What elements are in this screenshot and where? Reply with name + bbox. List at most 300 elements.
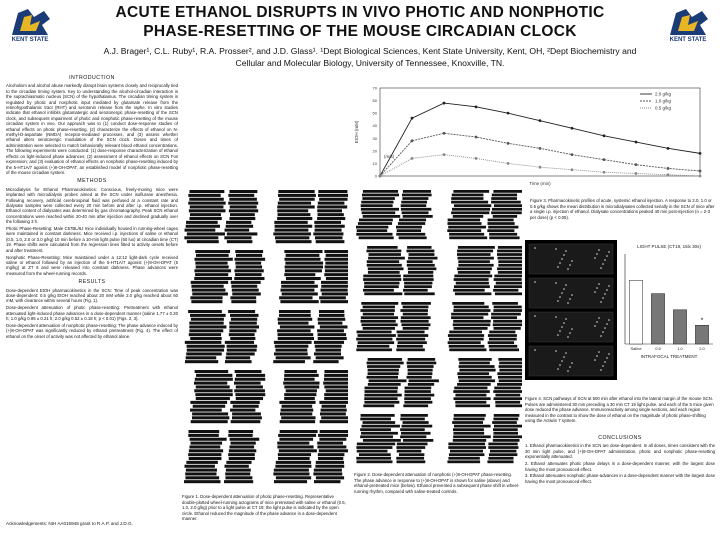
activity-bar <box>362 194 399 197</box>
activity-bar <box>398 334 429 337</box>
activity-bar <box>278 457 310 460</box>
activity-bar <box>279 438 313 441</box>
activity-bar <box>225 360 252 363</box>
activity-bar <box>403 215 433 218</box>
activity-bar <box>224 480 253 483</box>
activity-bar <box>357 443 395 446</box>
activity-bar <box>280 325 315 328</box>
activity-bar <box>403 439 433 442</box>
activity-bar <box>359 453 391 456</box>
activity-bar <box>184 465 214 468</box>
activity-bar <box>228 194 254 197</box>
svg-text:KENT STATE: KENT STATE <box>669 37 707 43</box>
activity-bar <box>275 236 309 239</box>
actogram-panel <box>184 430 259 483</box>
activity-bar <box>279 310 311 313</box>
activity-bar <box>358 341 395 344</box>
activity-bar <box>491 313 521 316</box>
activity-bar <box>499 379 522 382</box>
activity-bar <box>452 208 490 211</box>
activity-bar <box>498 260 522 263</box>
fos-cell <box>606 323 608 325</box>
activity-bar <box>356 446 392 449</box>
activity-bar <box>409 253 435 256</box>
authors <box>70 45 670 69</box>
activity-bar <box>284 258 320 261</box>
activity-bar <box>317 329 344 332</box>
activity-bar <box>319 314 344 317</box>
results-paragraph-3: Dose-dependent attenuation of nonphotic phase-resetting: The phase advance induced by (+)8-OH-DPAT was significantly reduced by ethanol pretreatment (Fig. 4). The effect of ethanol on the onset of activity was not affected by ethanol alone. <box>6 323 178 339</box>
activity-bar <box>190 213 221 216</box>
activity-bar <box>361 323 397 326</box>
activity-bar <box>282 292 318 295</box>
activity-bar <box>186 352 222 355</box>
activity-bar <box>407 260 433 263</box>
activity-bar <box>284 378 315 381</box>
activity-bar <box>404 397 431 400</box>
activity-bar <box>396 226 422 229</box>
activity-bar <box>313 232 343 235</box>
activity-bar <box>231 300 256 303</box>
y-tick-label: 30 <box>372 135 377 141</box>
fos-cell <box>559 364 561 366</box>
activity-bar <box>186 225 220 228</box>
activity-bar <box>195 258 233 261</box>
activity-bar <box>453 320 491 323</box>
activity-bar <box>497 383 522 386</box>
activity-bar <box>489 338 517 341</box>
activity-bar <box>489 331 515 334</box>
activity-bar <box>184 480 220 483</box>
activity-bar <box>275 345 309 348</box>
activity-bar <box>396 457 424 460</box>
activity-bar <box>363 215 401 218</box>
activity-bar <box>317 205 347 208</box>
figure-2-caption: Figure 2. Dose-dependent attenuation of nonphotic (+)8-OH-DPAT phase-resetting. The phase advance in response to (+)8-OH-DPAT is shown for saline (above) and ethanol-pretreated mice (below). Ethanol prevented a subsequent phase shift in wheel-running rhythm, compared with saline-treated controls. <box>354 472 520 494</box>
activity-bar <box>278 337 314 340</box>
activity-bar <box>498 376 522 379</box>
activity-bar <box>234 277 264 280</box>
activity-bar <box>489 453 517 456</box>
activity-bar <box>325 269 348 272</box>
activity-bar <box>368 257 405 260</box>
activity-bar <box>365 387 398 390</box>
activity-bar <box>194 382 227 385</box>
activity-bar <box>401 201 427 204</box>
activity-bar <box>369 379 407 382</box>
activity-bar <box>231 442 256 445</box>
activity-bar <box>408 267 437 270</box>
activity-bar <box>403 289 428 292</box>
activity-bar <box>192 289 226 292</box>
activity-bar <box>403 404 428 407</box>
activity-bar <box>280 412 312 415</box>
activity-bar <box>276 476 311 479</box>
activity-bar <box>491 211 522 214</box>
activity-bar <box>498 358 522 361</box>
activity-bar <box>403 275 433 278</box>
significance-star: * <box>700 317 704 325</box>
activity-bar <box>318 337 347 340</box>
activity-bar <box>323 382 348 385</box>
activity-bar <box>453 289 485 292</box>
activity-bar <box>367 365 400 368</box>
activity-bar <box>491 201 521 204</box>
activity-bar <box>281 285 318 288</box>
activity-bar <box>449 331 482 334</box>
activity-bar <box>188 434 219 437</box>
activity-bar <box>358 334 396 337</box>
legend-entry: 0.5 g/kg <box>655 105 672 111</box>
activity-bar <box>185 476 219 479</box>
activity-bar <box>401 414 428 417</box>
actogram-panel <box>279 370 348 423</box>
activity-bar <box>493 390 522 393</box>
activity-bar <box>363 404 394 407</box>
activity-bar <box>453 215 483 218</box>
activity-bar <box>279 296 312 299</box>
activity-bar <box>230 438 260 441</box>
activity-bar <box>487 460 513 463</box>
data-point <box>507 142 510 145</box>
activity-bar <box>361 208 399 211</box>
activity-bar <box>454 306 489 309</box>
activity-bar <box>400 309 428 312</box>
activity-bar <box>189 198 223 201</box>
micrograph-section <box>529 278 613 308</box>
activity-bar <box>404 282 432 285</box>
activity-bar <box>455 292 491 295</box>
activity-bar <box>186 469 217 472</box>
fos-cell <box>567 336 569 338</box>
fos-cell <box>563 288 565 290</box>
activity-bar <box>236 385 263 388</box>
activity-bar <box>356 348 392 351</box>
activity-bar <box>366 376 398 379</box>
activity-bar <box>357 460 393 463</box>
activity-bar <box>188 194 220 197</box>
activity-bar <box>363 306 395 309</box>
kent-state-logo-left <box>4 3 56 43</box>
activity-bar <box>315 225 345 228</box>
activity-bar <box>457 250 493 253</box>
series-line <box>380 133 700 176</box>
bar <box>629 280 642 344</box>
actogram-panel <box>356 190 433 239</box>
actogram-panel <box>185 310 259 363</box>
activity-bar <box>319 198 347 201</box>
activity-bar <box>229 325 259 328</box>
activity-bar <box>361 204 393 207</box>
activity-bar <box>453 190 489 193</box>
activity-bar <box>494 414 520 417</box>
intro-text: Alcoholism and alcohol abuse markedly disrupt brain systems closely and reciprocally tied to the circadian timing system. Key to understanding the alcohol-circadian interaction is the suprachiasmatic nucleus (SCN) of the hypothalamus. The circadian timing system is regulated by photic and nonphotic input mediated by glutamate release from the retinohypothalamic tract (RHT) and serotonin release from the raphe. In vitro studies indicate that ethanol inhibits glutamatergic and serotonergic phase-resetting of the SCN clock, and subsequent impairment of photic and nonphotic phase-resetting of the mouse circadian system in vivo. Our approach was to (1) conduct dose-response studies of ethanol effects on photic phase-resetting, (2) characterize the effects of ethanol on N-methyl-D-aspartate (NMDA) receptor-mediated processes, and (3) assess whether ethanol alters serotonergic modulation of the SCN clock. Doses and times of administration were selected to match behaviorally relevant blood ethanol concentrations. The following experiments were conducted: (1) dose-response characterization of ethanol effects on light-induced phase advances; (2) assessment of ethanol effects on SCN Fos expression; and (3) evaluation of ethanol effects on nonphotic phase-resetting induced by the 5-HT1A/7 agonist (+)8-OH-DPAT, an established model of nonphotic phase-resetting of the mouse circadian system. <box>6 83 178 175</box>
activity-bar <box>400 435 426 438</box>
activity-bar <box>459 369 495 372</box>
activity-bar <box>360 428 391 431</box>
activity-bar <box>281 416 315 419</box>
activity-bar <box>230 213 255 216</box>
fos-cell <box>608 251 610 253</box>
activity-bar <box>278 434 316 437</box>
activity-bar <box>361 414 395 417</box>
activity-bar <box>364 282 399 285</box>
fos-cell <box>555 350 557 352</box>
activity-bar <box>278 318 313 321</box>
activity-bar <box>493 439 520 442</box>
activity-bar <box>193 405 226 408</box>
activity-bar <box>494 306 522 309</box>
fos-cell <box>596 355 598 357</box>
activity-bar <box>184 236 218 239</box>
activity-bar <box>195 370 229 373</box>
activity-bar <box>314 352 341 355</box>
activity-bar <box>397 331 425 334</box>
actogram-panel <box>356 302 431 351</box>
actogram-panel <box>279 250 348 303</box>
activity-bar <box>495 394 520 397</box>
actogram-panel <box>363 246 437 295</box>
activity-bar <box>326 254 348 257</box>
fos-cell <box>598 249 600 251</box>
activity-bar <box>273 232 311 235</box>
activity-bar <box>404 292 434 295</box>
fos-cell <box>565 352 567 354</box>
fos-cell <box>600 369 602 371</box>
activity-bar <box>451 211 489 214</box>
activity-bar <box>408 271 433 274</box>
activity-bar <box>368 271 400 274</box>
activity-bar <box>399 236 427 239</box>
actogram-panel <box>447 414 522 463</box>
activity-bar <box>325 262 348 265</box>
text-column-left <box>6 72 178 341</box>
activity-bar <box>396 446 425 449</box>
activity-bar <box>493 289 518 292</box>
data-point <box>507 162 510 165</box>
fos-cell <box>557 300 559 302</box>
conclusions-heading: CONCLUSIONS <box>598 435 642 441</box>
activity-bar <box>455 404 490 407</box>
figure-1-caption: Figure 1. Dose-dependent attenuation of photic phase-resetting. Representative double-plotted wheel-running actograms of mice pretreated with saline or ethanol (0.5, 1.0, 2.0 g/kg) prior to a light pulse at CT 19; the light pulse is indicated by the open circle. Ethanol reduced the magnitude of the phase advance in a dose-dependent manner. <box>182 494 346 521</box>
series-line <box>380 103 700 176</box>
activity-bar <box>279 401 315 404</box>
activity-bar <box>363 313 394 316</box>
activity-bar <box>491 197 517 200</box>
activity-bar <box>498 264 522 267</box>
activity-bar <box>492 208 522 211</box>
actogram-panel <box>363 358 439 407</box>
activity-bar <box>282 405 313 408</box>
activity-bar <box>275 229 309 232</box>
activity-bar <box>189 209 226 212</box>
activity-bar <box>403 421 429 424</box>
activity-bar <box>229 329 256 332</box>
activity-bar <box>224 236 251 239</box>
activity-bar <box>452 421 483 424</box>
activity-bar <box>315 229 342 232</box>
activity-bar <box>494 285 522 288</box>
activity-bar <box>280 420 315 423</box>
activity-bar <box>190 296 222 299</box>
actogram-panel <box>184 190 258 243</box>
activity-bar <box>235 378 265 381</box>
activity-bar <box>449 453 484 456</box>
activity-bar <box>314 469 342 472</box>
activity-bar <box>493 435 522 438</box>
activity-bar <box>317 217 345 220</box>
activity-bar <box>319 401 348 404</box>
activity-bar <box>453 418 484 421</box>
activity-bar <box>324 397 348 400</box>
figure-4-chart <box>525 240 720 390</box>
activity-bar <box>190 409 222 412</box>
activity-bar <box>407 365 434 368</box>
activity-bar <box>454 414 486 417</box>
activity-bar <box>403 278 434 281</box>
data-point <box>507 112 510 115</box>
activity-bar <box>360 418 391 421</box>
activity-bar <box>275 225 313 228</box>
activity-bar <box>493 323 522 326</box>
activity-bar <box>448 457 479 460</box>
activity-bar <box>188 202 225 205</box>
activity-bar <box>357 345 389 348</box>
activity-bar <box>277 205 314 208</box>
activity-bar <box>188 310 222 313</box>
activity-bar <box>364 285 399 288</box>
conclusions-section <box>525 432 715 486</box>
fos-cell <box>565 318 567 320</box>
activity-bar <box>276 240 312 243</box>
data-point <box>699 175 702 178</box>
y-tick-label: 50 <box>372 110 377 116</box>
activity-bar <box>226 225 253 228</box>
y-tick-label: 40 <box>372 123 377 129</box>
activity-bar <box>403 190 431 193</box>
fos-cell <box>602 331 604 333</box>
activity-bar <box>225 476 252 479</box>
activity-bar <box>229 430 254 433</box>
activity-bar <box>235 393 265 396</box>
data-point <box>603 134 606 137</box>
activity-bar <box>318 453 345 456</box>
activity-bar <box>274 480 307 483</box>
y-axis-label: EtOH (mM) <box>354 120 359 144</box>
activity-bar <box>229 449 256 452</box>
activity-bar <box>284 370 316 373</box>
activity-bar <box>187 349 224 352</box>
activity-bar <box>489 233 517 236</box>
fos-cell <box>559 262 561 264</box>
activity-bar <box>499 362 522 365</box>
activity-bar <box>454 204 491 207</box>
activity-bar <box>274 352 308 355</box>
activity-bar <box>316 476 344 479</box>
activity-bar <box>195 378 233 381</box>
activity-bar <box>229 457 255 460</box>
data-point <box>539 147 542 150</box>
activity-bar <box>493 428 518 431</box>
activity-bar <box>453 432 484 435</box>
activity-bar <box>488 457 513 460</box>
activity-bar <box>284 385 319 388</box>
activity-bar <box>230 314 258 317</box>
activity-bar <box>319 449 348 452</box>
data-point <box>571 153 574 156</box>
activity-bar <box>195 250 230 253</box>
activity-bar <box>189 457 222 460</box>
category-label: Saline <box>630 346 642 351</box>
fos-cell <box>600 335 602 337</box>
activity-bar <box>229 190 257 193</box>
figure-1-actograms <box>180 190 348 490</box>
data-point <box>443 102 446 105</box>
y-tick-label: 70 <box>372 85 377 91</box>
fos-cell <box>557 334 559 336</box>
activity-bar <box>489 348 519 351</box>
activity-bar <box>447 460 480 463</box>
activity-bar <box>497 372 522 375</box>
activity-bar <box>189 449 223 452</box>
micrograph-section <box>529 312 613 342</box>
data-point <box>603 171 606 174</box>
activity-bar <box>396 233 425 236</box>
activity-bar <box>189 322 223 325</box>
activity-bar <box>453 428 484 431</box>
authors-line-2: Cellular and Molecular Biology, University of Tennessee, Knoxville, TN. <box>235 58 505 68</box>
activity-bar <box>232 416 262 419</box>
activity-bar <box>407 250 435 253</box>
activity-bar <box>399 453 424 456</box>
activity-bar <box>226 469 251 472</box>
activity-bar <box>191 442 223 445</box>
activity-bar <box>230 205 257 208</box>
activity-bar <box>397 450 422 453</box>
fos-cell <box>567 370 569 372</box>
activity-bar <box>319 296 346 299</box>
activity-bar <box>396 348 425 351</box>
data-point <box>635 172 638 175</box>
category-label: 1.0 <box>677 346 683 351</box>
activity-bar <box>363 439 401 442</box>
activity-bar <box>235 258 266 261</box>
fos-cell <box>563 254 565 256</box>
activity-bar <box>274 221 307 224</box>
activity-bar <box>458 260 490 263</box>
activity-bar <box>495 401 520 404</box>
conclusion-2: 2. Ethanol attenuates photic phase delays in a dose-dependent manner, with the largest dose having the most pronounced effect. <box>525 461 715 472</box>
activity-bar <box>195 273 228 276</box>
activity-bar <box>499 365 522 368</box>
activity-bar <box>225 341 254 344</box>
activity-bar <box>492 302 518 305</box>
activity-bar <box>275 349 307 352</box>
activity-bar <box>448 443 485 446</box>
activity-bar <box>189 445 220 448</box>
activity-bar <box>492 194 517 197</box>
activity-bar <box>324 370 348 373</box>
activity-bar <box>278 190 314 193</box>
results-paragraph-1: Dose-dependent EtOH pharmacokinetics in the SCN: Time of peak concentration was dose-dependent: 0.5 g/kg EtOH reached about 20 mM while 2.0 g/kg reached about 60 mM, with clearance within several hours (Fig. 1). <box>6 287 178 304</box>
activity-bar <box>458 271 490 274</box>
activity-bar <box>313 472 342 475</box>
activity-bar <box>185 472 216 475</box>
activity-bar <box>276 461 311 464</box>
activity-bar <box>190 438 227 441</box>
activity-bar <box>322 405 347 408</box>
activity-bar <box>448 334 484 337</box>
